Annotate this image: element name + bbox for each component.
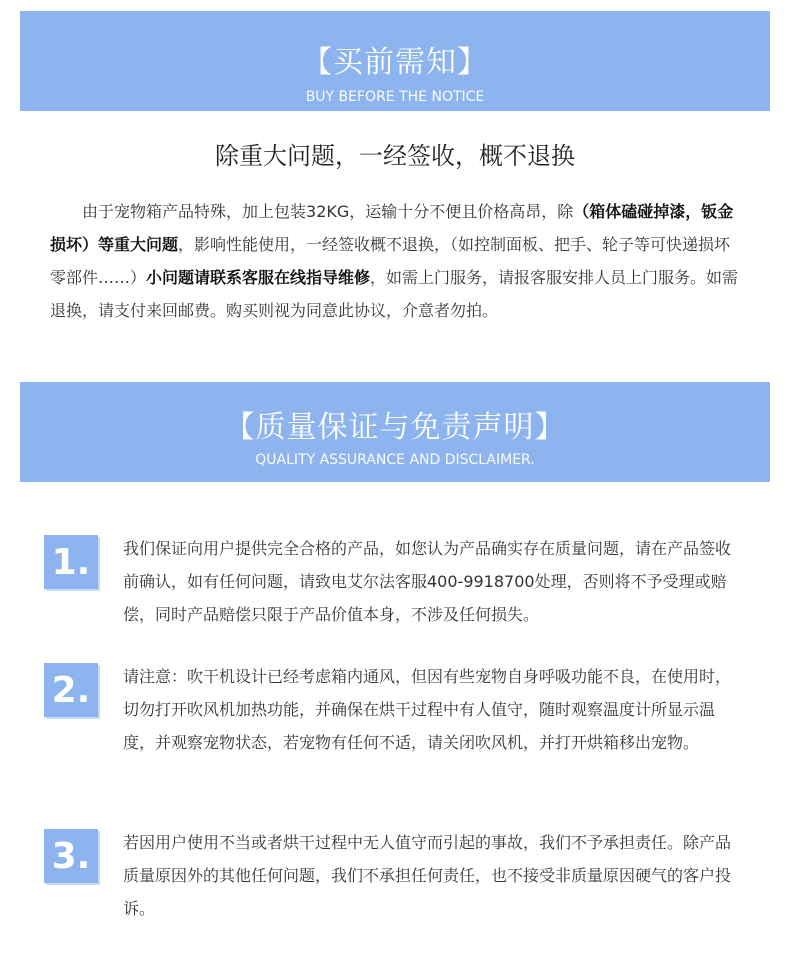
item-text: 请注意：吹干机设计已经考虑箱内通风，但因有些宠物自身呼吸功能不良，在使用时，切勿打开吹风机加热功能，并确保在烘干过程中有人值守，随时观察温度计所显示温度，并观察宠物状态，若宠物有任何不适，请关闭吹风机，并打开烘箱移出宠物。: [123, 667, 732, 752]
quality-banner: [20, 382, 770, 482]
quality-title: 【质量保证与免责声明】: [224, 410, 566, 445]
number-badge: 3.: [44, 829, 98, 883]
intro-bold-1: （箱体磕碰掉漆，钣金损坏）等重大问题: [50, 202, 734, 254]
number-badge: 2.: [44, 663, 98, 717]
quality-subtitle: QUALITY ASSURANCE AND DISCLAIMER.: [255, 452, 535, 468]
notice-banner: [20, 11, 770, 111]
intro-paragraph: [50, 195, 744, 327]
notice-title: 【买前需知】: [302, 45, 488, 80]
intro-text-1: 由于宠物箱产品特殊，加上包装32KG，运输十分不便且价格高昂，除: [82, 202, 574, 221]
intro-text-3: ，如需上门服务，请报客服安排人员上门服务。如需退换，请支付来回邮费。购买则视为同意此协议，介意者勿拍。: [50, 268, 739, 320]
intro-bold-2: 小问题请联系客服在线指导维修: [146, 268, 371, 287]
item-text: 我们保证向用户提供完全合格的产品，如您认为产品确实存在质量问题，请在产品签收前确认，如有任何问题，请致电艾尔法客服400-9918700处理，否则将不予受理或赔偿，同时产品赔偿只限于产品价值本身，不涉及任何损失。: [123, 539, 732, 624]
page-headline: 除重大问题，一经签收，概不退换: [215, 142, 575, 170]
item-text: 若因用户使用不当或者烘干过程中无人值守而引起的事故，我们不予承担责任。除产品质量原因外的其他任何问题，我们不承担任何责任，也不接受非质量原因硬气的客户投诉。: [123, 833, 732, 918]
notice-subtitle: BUY BEFORE THE NOTICE: [305, 89, 485, 105]
number-badge: 1.: [44, 535, 98, 589]
intro-text-2: ，影响性能使用，一经签收概不退换，（如控制面板、把手、轮子等可快递损坏零部件……）: [50, 235, 731, 287]
